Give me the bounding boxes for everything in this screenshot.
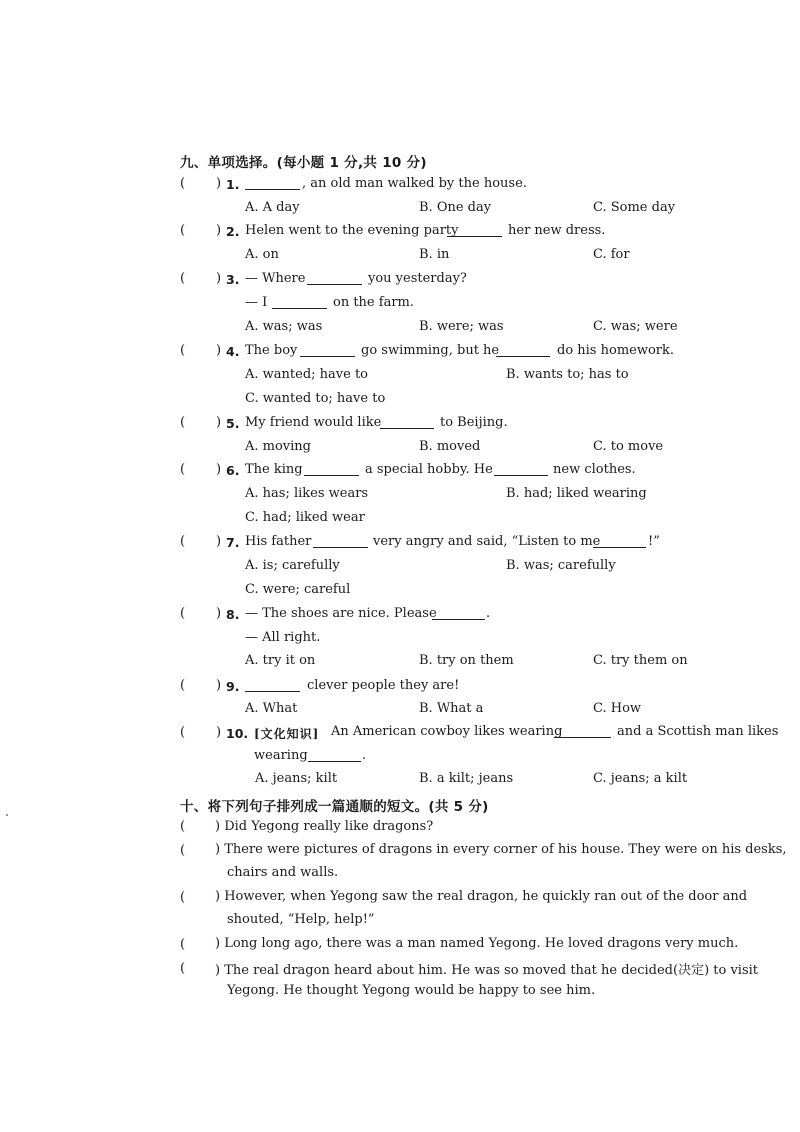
answer-paren-open: ( [180,223,186,238]
answer-paren-open: ( [180,725,186,740]
option-b: B. moved [419,439,481,454]
option-b: B. wants to; has to [506,367,629,382]
question-text-mid: go swimming, but he [361,343,500,358]
scan-speck [6,814,8,816]
answer-blank[interactable] [447,224,502,237]
sentence-text: ) Long long ago, there was a man named Yegong. He loved dragons very much. [215,936,739,951]
question-text-mid: very angry and said, “Listen to me [373,534,601,549]
question-text: , an old man walked by the house. [302,176,527,191]
option-b: B. What a [419,701,484,716]
option-a: A. on [245,247,279,262]
answer-paren-close: ) [216,223,222,238]
question-text-end: do his homework. [557,343,675,358]
question-text: — Where [245,271,306,286]
option-c: C. How [593,701,642,716]
answer-paren-close: ) [216,725,222,740]
question-text-end: new clothes. [553,462,636,477]
order-paren-open[interactable]: ( [180,937,186,952]
option-c: C. Some day [593,200,676,215]
sentence-text: ) There were pictures of dragons in every corner of his house. They were on his desks, [215,842,787,857]
answer-paren-open: ( [180,462,186,477]
answer-blank[interactable] [432,607,485,620]
answer-blank[interactable] [496,344,550,357]
option-a: A. moving [245,439,312,454]
option-b: B. a kilt; jeans [419,771,514,786]
option-a: A. wanted; have to [245,367,368,382]
answer-blank[interactable] [593,535,646,548]
question-line2: — All right. [245,630,321,645]
answer-blank[interactable] [554,725,611,738]
answer-paren-open: ( [180,678,186,693]
question-line2: wearing [254,748,308,763]
question-number: 1. [226,177,240,192]
answer-blank[interactable] [245,177,300,190]
question-text: The king [245,462,303,477]
question-number: 9. [226,679,240,694]
question-text: An American cowboy likes wearing [331,724,563,739]
order-paren-open[interactable]: ( [180,819,186,834]
question-number: 10. [226,726,249,741]
question-number: 5. [226,416,240,431]
option-b: B. was; carefully [506,558,616,573]
option-b: B. try on them [419,653,514,668]
option-c: C. try them on [593,653,688,668]
answer-blank[interactable] [245,679,300,692]
question-text-end: to Beijing. [440,415,508,430]
option-c: C. for [593,247,630,262]
answer-paren-open: ( [180,415,186,430]
answer-blank[interactable] [304,463,359,476]
question-number: 4. [226,344,240,359]
option-c: C. wanted to; have to [245,391,386,406]
question-number: 3. [226,272,240,287]
answer-paren-close: ) [216,606,222,621]
question-line2: — I [245,295,268,310]
sentence-text-line2: shouted, “Help, help!” [227,912,375,927]
option-a: A. jeans; kilt [255,771,338,786]
question-number: 6. [226,463,240,478]
answer-blank[interactable] [307,272,362,285]
option-b: B. were; was [419,319,504,334]
sentence-text: ) Did Yegong really like dragons? [215,819,434,834]
option-c: C. jeans; a kilt [593,771,688,786]
answer-blank[interactable] [308,749,361,762]
sentence-text: ) The real dragon heard about him. He was so moved that he decided(决定) to visit [215,963,759,978]
order-paren-open[interactable]: ( [180,843,186,858]
answer-paren-open: ( [180,176,186,191]
question-text-mid: a special hobby. He [365,462,493,477]
question-number: 7. [226,535,240,550]
question-line2-end: . [362,748,367,763]
option-c: C. was; were [593,319,678,334]
answer-paren-close: ) [216,176,222,191]
section-10-title: 十、将下列句子排列成一篇通顺的短文。(共 5 分) [180,799,489,815]
answer-paren-close: ) [216,271,222,286]
option-b: B. in [419,247,450,262]
sentence-text-line2: chairs and walls. [227,865,339,880]
option-a: A. What [245,701,298,716]
answer-paren-close: ) [216,343,222,358]
question-text: His father [245,534,312,549]
question-text: The boy [245,343,298,358]
question-text: — The shoes are nice. Please [245,606,437,621]
answer-blank[interactable] [494,463,548,476]
sentence-text: ) However, when Yegong saw the real dragon, he quickly ran out of the door and [215,889,748,904]
answer-paren-open: ( [180,606,186,621]
question-text: clever people they are! [307,678,460,693]
order-paren-open[interactable]: ( [180,961,186,976]
sentence-text-line2: Yegong. He thought Yegong would be happy to see him. [227,983,596,998]
question-text-end: you yesterday? [368,271,467,286]
option-b: B. One day [419,200,492,215]
answer-blank[interactable] [272,296,327,309]
option-c: C. were; careful [245,582,351,597]
question-number: 2. [226,224,240,239]
question-text-end: her new dress. [508,223,606,238]
question-number: 8. [226,607,240,622]
option-a: A. try it on [245,653,316,668]
answer-paren-close: ) [216,415,222,430]
answer-paren-open: ( [180,534,186,549]
culture-knowledge-tag: [文化知识] [254,727,320,741]
option-a: A. A day [245,200,300,215]
option-a: A. was; was [245,319,323,334]
question-text-end: and a Scottish man likes [617,724,779,739]
answer-paren-close: ) [216,462,222,477]
answer-blank[interactable] [380,416,434,429]
answer-blank[interactable] [300,344,355,357]
question-text-end: . [486,606,491,621]
order-paren-open[interactable]: ( [180,890,186,905]
option-a: A. has; likes wears [245,486,369,501]
question-text-end: !” [648,534,660,549]
option-a: A. is; carefully [245,558,340,573]
option-c: C. to move [593,439,664,454]
question-line2-end: on the farm. [333,295,414,310]
answer-paren-close: ) [216,534,222,549]
option-c: C. had; liked wear [245,510,365,525]
section-9-title: 九、单项选择。(每小题 1 分,共 10 分) [180,155,427,171]
option-b: B. had; liked wearing [506,486,647,501]
answer-paren-open: ( [180,343,186,358]
answer-paren-close: ) [216,678,222,693]
question-text: Helen went to the evening party [245,223,459,238]
answer-blank[interactable] [313,535,368,548]
answer-paren-open: ( [180,271,186,286]
question-text: My friend would like [245,415,382,430]
